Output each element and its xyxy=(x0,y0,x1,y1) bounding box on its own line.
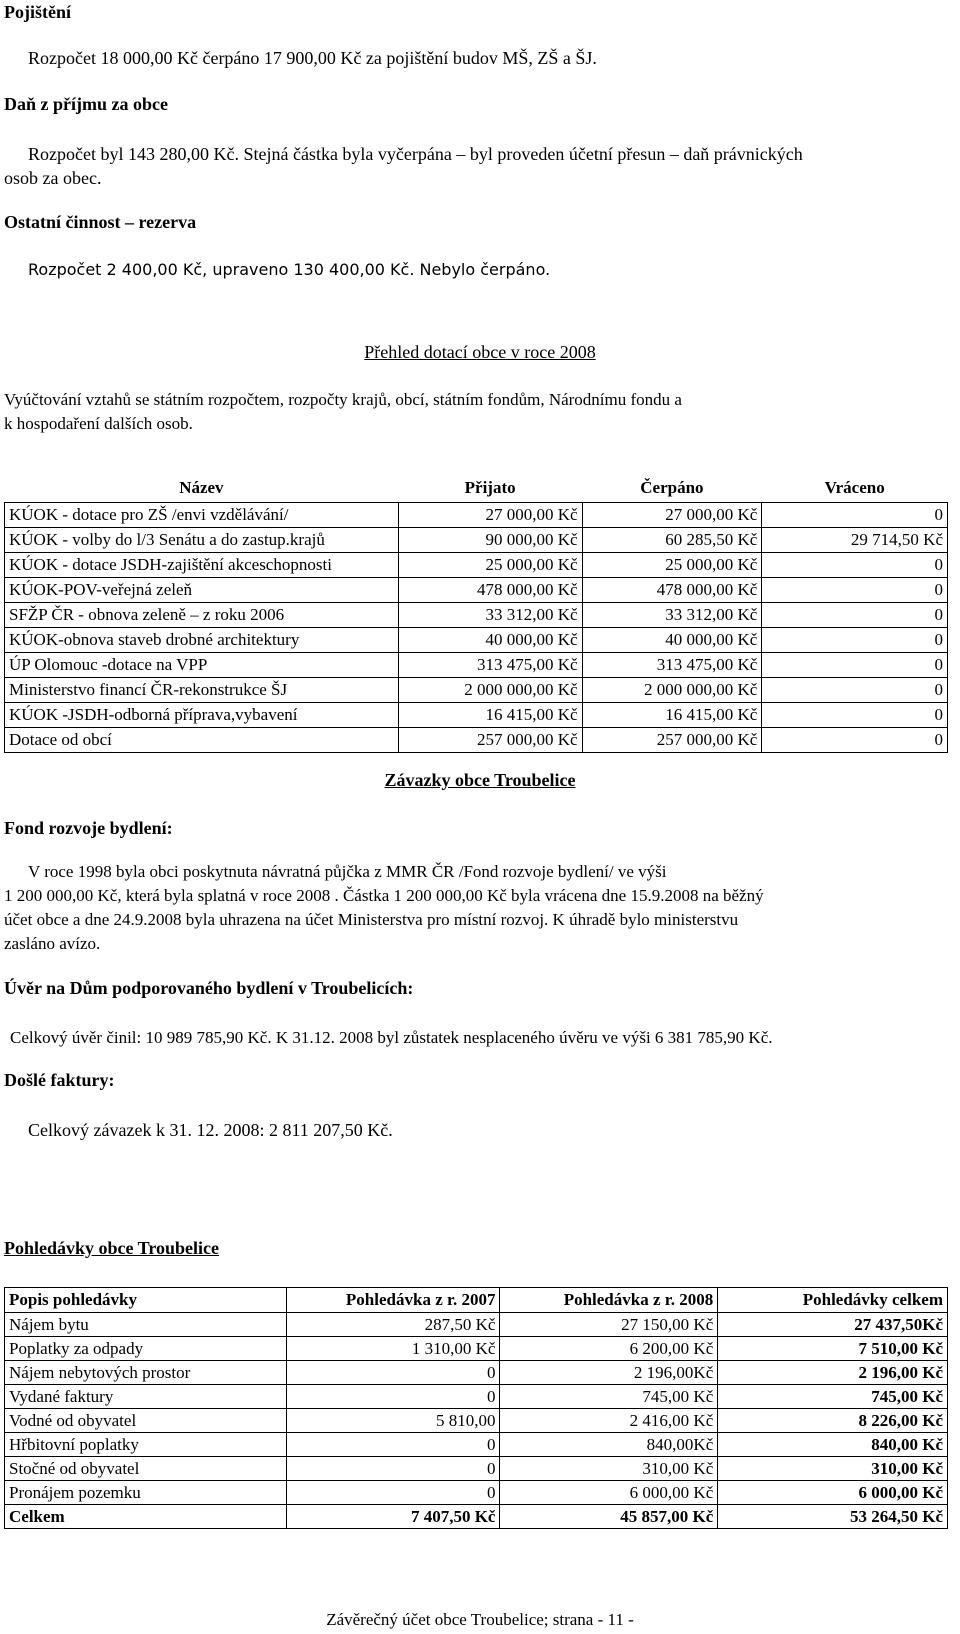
receivables-row xyxy=(5,1361,948,1385)
grants-title-text: Přehled dotací obce v roce 2008 xyxy=(364,342,596,362)
grants-col-received: Přijato xyxy=(464,478,516,497)
grant-received: 2 000 000,00 Kč xyxy=(398,678,582,703)
grant-received: 313 475,00 Kč xyxy=(398,653,582,678)
receivable-2008: 6 200,00 Kč xyxy=(500,1337,718,1361)
grant-spent: 25 000,00 Kč xyxy=(582,553,762,578)
grants-row xyxy=(5,653,948,678)
grant-name: KÚOK - dotace pro ZŠ /envi vzdělávání/ xyxy=(5,503,399,528)
receivable-desc: Nájem nebytových prostor xyxy=(5,1361,287,1385)
receivable-2007: 0 xyxy=(286,1385,500,1409)
housing-fund-text-1: V roce 1998 byla obci poskytnuta návratná půjčka z MMR ČR /Fond rozvoje bydlení/ ve výši xyxy=(28,862,667,881)
grant-name: KÚOK - dotace JSDH-zajištění akceschopnosti xyxy=(5,553,399,578)
receivables-col-desc: Popis pohledávky xyxy=(5,1288,287,1313)
receivables-row xyxy=(5,1313,948,1337)
grants-row xyxy=(5,678,948,703)
grant-spent: 40 000,00 Kč xyxy=(582,628,762,653)
loan-heading: Úvěr na Dům podporovaného bydlení v Troubelicích: xyxy=(4,978,414,998)
grants-row xyxy=(5,628,948,653)
receivable-2008: 2 416,00 Kč xyxy=(500,1409,718,1433)
receivable-2008: 745,00 Kč xyxy=(500,1385,718,1409)
receivables-row xyxy=(5,1433,948,1457)
receivable-total: 310,00 Kč xyxy=(718,1457,948,1481)
insurance-heading: Pojištění xyxy=(4,2,71,22)
receivable-desc: Nájem bytu xyxy=(5,1313,287,1337)
receivable-total: 840,00 Kč xyxy=(718,1433,948,1457)
grant-spent: 2 000 000,00 Kč xyxy=(582,678,762,703)
receivables-row xyxy=(5,1337,948,1361)
grant-spent: 16 415,00 Kč xyxy=(582,703,762,728)
loan-text: Celkový úvěr činil: 10 989 785,90 Kč. K 31.12. 2008 byl zůstatek nesplaceného úvěru ve výši 6 381 785,90 Kč. xyxy=(10,1028,773,1047)
housing-fund-heading: Fond rozvoje bydlení: xyxy=(4,818,173,838)
grant-returned: 0 xyxy=(762,703,948,728)
grant-returned: 0 xyxy=(762,578,948,603)
grant-returned: 0 xyxy=(762,728,948,753)
receivables-total-row xyxy=(5,1505,948,1529)
receivable-desc: Hřbitovní poplatky xyxy=(5,1433,287,1457)
receivable-2007: 5 810,00 xyxy=(286,1409,500,1433)
grant-returned: 0 xyxy=(762,603,948,628)
other-activity-heading: Ostatní činnost – rezerva xyxy=(4,212,197,232)
invoices-text: Celkový závazek k 31. 12. 2008: 2 811 207,50 Kč. xyxy=(28,1120,393,1140)
grants-row xyxy=(5,503,948,528)
total-all: 53 264,50 Kč xyxy=(718,1505,948,1529)
receivable-2007: 0 xyxy=(286,1361,500,1385)
receivables-col-2007: Pohledávka z r. 2007 xyxy=(286,1288,500,1313)
receivable-total: 6 000,00 Kč xyxy=(718,1481,948,1505)
grant-returned: 0 xyxy=(762,678,948,703)
receivable-desc: Pronájem pozemku xyxy=(5,1481,287,1505)
receivable-desc: Vydané faktury xyxy=(5,1385,287,1409)
insurance-text: Rozpočet 18 000,00 Kč čerpáno 17 900,00 Kč za pojištění budov MŠ, ZŠ a ŠJ. xyxy=(28,48,597,68)
grant-name: ÚP Olomouc -dotace na VPP xyxy=(5,653,399,678)
invoices-heading: Došlé faktury: xyxy=(4,1070,115,1090)
receivable-2008: 6 000,00 Kč xyxy=(500,1481,718,1505)
grant-received: 16 415,00 Kč xyxy=(398,703,582,728)
receivable-total: 745,00 Kč xyxy=(718,1385,948,1409)
grant-received: 27 000,00 Kč xyxy=(398,503,582,528)
income-tax-text-1: Rozpočet byl 143 280,00 Kč. Stejná částka byla vyčerpána – byl proveden účetní přesun – daň právnických xyxy=(28,144,803,164)
grant-spent: 60 285,50 Kč xyxy=(582,528,762,553)
other-activity-text: Rozpočet 2 400,00 Kč, upraveno 130 400,00 Kč. Nebylo čerpáno. xyxy=(28,260,551,279)
grant-returned: 0 xyxy=(762,553,948,578)
receivables-row xyxy=(5,1481,948,1505)
grant-returned: 0 xyxy=(762,653,948,678)
grant-returned: 29 714,50 Kč xyxy=(762,528,948,553)
liabilities-title xyxy=(0,770,960,791)
receivable-2008: 310,00 Kč xyxy=(500,1457,718,1481)
grant-name: SFŽP ČR - obnova zeleně – z roku 2006 xyxy=(5,603,399,628)
grant-spent: 478 000,00 Kč xyxy=(582,578,762,603)
grants-col-returned: Vráceno xyxy=(824,478,885,497)
receivables-col-2008: Pohledávka z r. 2008 xyxy=(500,1288,718,1313)
receivable-desc: Stočné od obyvatel xyxy=(5,1457,287,1481)
grant-spent: 313 475,00 Kč xyxy=(582,653,762,678)
receivables-row xyxy=(5,1457,948,1481)
grants-row xyxy=(5,578,948,603)
housing-fund-text-3: účet obce a dne 24.9.2008 byla uhrazena na účet Ministerstva pro místní rozvoj. K úhradě bylo ministerstvu xyxy=(4,910,739,929)
grant-spent: 27 000,00 Kč xyxy=(582,503,762,528)
grant-returned: 0 xyxy=(762,628,948,653)
grants-col-name: Název xyxy=(179,478,224,497)
receivables-row xyxy=(5,1385,948,1409)
grant-name: KÚOK-obnova staveb drobné architektury xyxy=(5,628,399,653)
income-tax-heading: Daň z příjmu za obce xyxy=(4,94,168,114)
grant-received: 478 000,00 Kč xyxy=(398,578,582,603)
grant-name: KÚOK - volby do l/3 Senátu a do zastup.krajů xyxy=(5,528,399,553)
total-2007: 7 407,50 Kč xyxy=(286,1505,500,1529)
grant-spent: 257 000,00 Kč xyxy=(582,728,762,753)
grant-returned: 0 xyxy=(762,503,948,528)
receivables-header-row xyxy=(5,1288,948,1313)
total-label: Celkem xyxy=(5,1505,287,1529)
grants-row xyxy=(5,553,948,578)
receivables-row xyxy=(5,1409,948,1433)
grants-intro-1: Vyúčtování vztahů se státním rozpočtem, rozpočty krajů, obcí, státním fondům, Národnímu fondu a xyxy=(4,390,682,409)
grants-title xyxy=(0,342,960,363)
income-tax-text-2: osob za obec. xyxy=(4,168,102,188)
receivable-2007: 0 xyxy=(286,1433,500,1457)
grants-table xyxy=(4,474,948,753)
grants-header-row xyxy=(5,474,948,503)
total-2008: 45 857,00 Kč xyxy=(500,1505,718,1529)
grant-received: 33 312,00 Kč xyxy=(398,603,582,628)
receivable-2007: 0 xyxy=(286,1457,500,1481)
housing-fund-text-2: 1 200 000,00 Kč, která byla splatná v roce 2008 . Částka 1 200 000,00 Kč byla vrácena dne 15.9.2008 na běžný xyxy=(4,886,764,905)
receivable-total: 27 437,50Kč xyxy=(718,1313,948,1337)
receivable-2007: 287,50 Kč xyxy=(286,1313,500,1337)
grant-name: Dotace od obcí xyxy=(5,728,399,753)
grant-received: 25 000,00 Kč xyxy=(398,553,582,578)
grants-row xyxy=(5,728,948,753)
grants-row xyxy=(5,703,948,728)
receivables-title xyxy=(4,1238,960,1259)
receivable-desc: Poplatky za odpady xyxy=(5,1337,287,1361)
grant-spent: 33 312,00 Kč xyxy=(582,603,762,628)
receivable-2007: 1 310,00 Kč xyxy=(286,1337,500,1361)
receivables-title-text: Pohledávky obce Troubelice xyxy=(4,1238,220,1258)
receivables-col-total: Pohledávky celkem xyxy=(718,1288,948,1313)
grant-received: 40 000,00 Kč xyxy=(398,628,582,653)
receivable-2007: 0 xyxy=(286,1481,500,1505)
receivable-total: 2 196,00 Kč xyxy=(718,1361,948,1385)
grant-received: 257 000,00 Kč xyxy=(398,728,582,753)
receivable-2008: 840,00Kč xyxy=(500,1433,718,1457)
grant-name: KÚOK-POV-veřejná zeleň xyxy=(5,578,399,603)
grants-intro-2: k hospodaření dalších osob. xyxy=(4,414,193,433)
housing-fund-text-4: zasláno avízo. xyxy=(4,934,101,953)
receivable-2008: 2 196,00Kč xyxy=(500,1361,718,1385)
receivable-desc: Vodné od obyvatel xyxy=(5,1409,287,1433)
grant-name: KÚOK -JSDH-odborná příprava,vybavení xyxy=(5,703,399,728)
receivable-total: 8 226,00 Kč xyxy=(718,1409,948,1433)
receivable-total: 7 510,00 Kč xyxy=(718,1337,948,1361)
receivables-table xyxy=(4,1287,948,1529)
grants-row xyxy=(5,528,948,553)
page-footer: Závěrečný účet obce Troubelice; strana - 11 - xyxy=(326,1610,634,1629)
liabilities-title-text: Závazky obce Troubelice xyxy=(384,770,576,790)
grant-name: Ministerstvo financí ČR-rekonstrukce ŠJ xyxy=(5,678,399,703)
grants-col-spent: Čerpáno xyxy=(640,478,704,497)
grant-received: 90 000,00 Kč xyxy=(398,528,582,553)
grants-row xyxy=(5,603,948,628)
receivable-2008: 27 150,00 Kč xyxy=(500,1313,718,1337)
